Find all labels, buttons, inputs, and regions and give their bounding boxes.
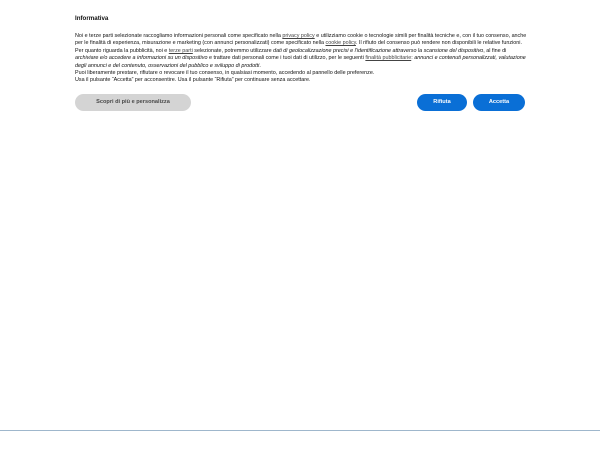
banner-title: Informativa [75, 15, 109, 22]
text-segment: . Il rifiuto del consenso può rendere non disponibili le relative funzioni. [355, 40, 522, 47]
text-segment: e trattare dati personali come i tuoi dati di utilizzo, per le seguenti [207, 55, 366, 62]
advertising-purposes-link[interactable]: finalità pubblicitarie [365, 55, 412, 62]
text-segment: Noi e terze parti selezionate raccogliamo informazioni personali come specificato nella [75, 33, 283, 39]
accept-button[interactable]: Accetta [473, 94, 525, 111]
third-parties-link[interactable]: terze parti [168, 47, 193, 54]
text-segment: : [411, 55, 415, 62]
text-segment: e utilizziamo cookie o tecnologie simili per finalità tecniche e, con il tuo consenso, anche per le finalità di esperienza, misurazione e marketing (con annunci personalizzati) come specificato nella [75, 33, 527, 47]
text-segment: selezionate, potremmo utilizzare [192, 47, 274, 54]
page-divider [0, 430, 600, 431]
text-segment-italic: annunci e contenuti personalizzati, valutazione degli annunci e del contenuto, osservazioni del pubblico e sviluppo di prodotti [75, 55, 526, 69]
paragraph-buttons-hint: Usa il pulsante “Accetta” per acconsentire. Usa il pulsante “Rifiuta” per continuare senza accettare. [75, 77, 311, 84]
text-segment: Per quanto riguarda la pubblicità, noi e [75, 47, 169, 54]
cookie-policy-link[interactable]: cookie policy [325, 40, 356, 47]
learn-more-customize-button[interactable]: Scopri di più e personalizza [75, 94, 191, 111]
text-segment: , al fine di [483, 47, 507, 54]
paragraph-advertising [75, 48, 527, 70]
banner-body [75, 33, 527, 85]
paragraph-consent: Puoi liberamente prestare, rifiutare o revocare il tuo consenso, in qualsiasi momento, accedendo al pannello delle preferenze. [75, 70, 375, 77]
text-segment-italic: dati di geolocalizzazione precisi e l'identificazione attraverso la scansione del dispositivo [273, 47, 484, 54]
cookie-consent-banner [75, 15, 527, 111]
text-segment-italic: archiviare e/o accedere a informazioni su un dispositivo [75, 55, 208, 62]
text-segment: . [259, 62, 261, 69]
privacy-policy-link[interactable]: privacy policy [282, 33, 315, 39]
banner-actions [75, 94, 527, 111]
reject-button[interactable]: Rifiuta [417, 94, 467, 111]
paragraph-privacy [75, 33, 527, 48]
